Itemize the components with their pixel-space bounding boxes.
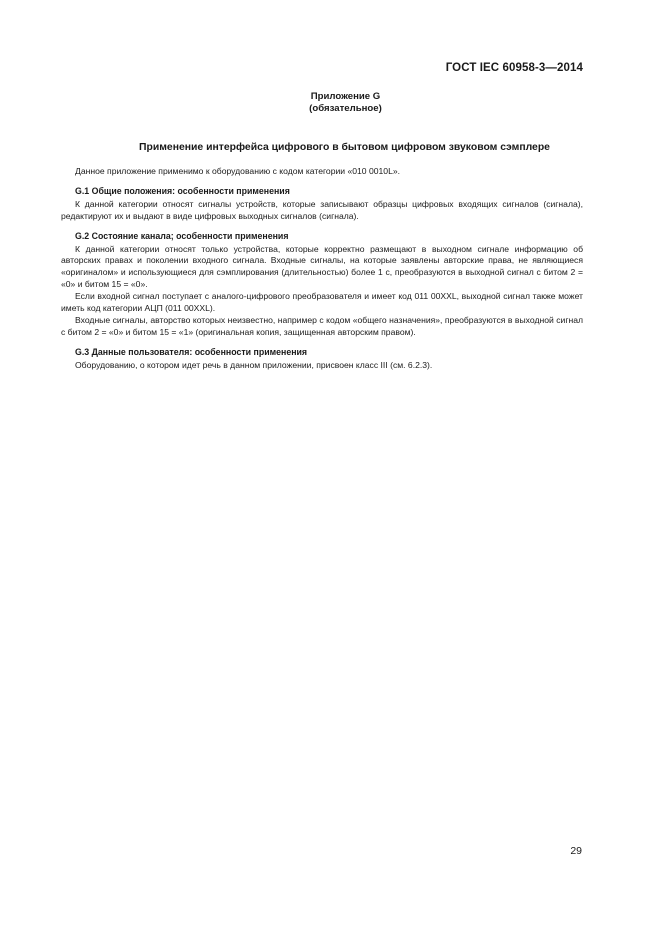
section-heading-g3: G.3 Данные пользователя: особенности применения (75, 346, 308, 357)
paragraph: Оборудованию, о котором идет речь в данном приложении, присвоен класс III (см. 6.2.3). (75, 359, 433, 370)
intro-paragraph: Данное приложение применимо к оборудованию с кодом категории «010 0010L». (75, 166, 401, 176)
appendix-title: Применение интерфейса цифрового в бытовом цифровом звуковом сэмплере (139, 142, 550, 153)
page-number: 29 (570, 845, 582, 857)
appendix-status: (обязательное) (309, 103, 382, 114)
standard-code: ГОСТ IEC 60958-3—2014 (445, 62, 583, 74)
paragraph: К данной категории относят сигналы устройств, которые записывают образцы цифровых входящих сигналов (сигнала), редактируют их и выдают в виде цифровых выходных сигналов (сигнала). (61, 198, 583, 221)
document-body (61, 166, 583, 372)
section-heading-g2: G.2 Состояние канала; особенности применения (75, 230, 289, 241)
appendix-heading (0, 91, 661, 115)
appendix-label: Приложение G (310, 91, 381, 102)
paragraph: К данной категории относят только устройства, которые корректно размещают в выходном сигнале информацию об авторских правах и поколении входного сигнала. Входные сигналы, на которые заявлены авторские права, не являющиеся «оригиналом» и использующиеся для сэмплирования (длительностью) более 1 с, преобразуются в выходной сигнал с битом 2 = «0» и битом 15 = «0». (61, 243, 583, 290)
paragraph: Если входной сигнал поступает с аналого-цифрового преобразователя и имеет код 011 00XXL, выходной сигнал также может иметь код категории АЦП (011 00XXL). (61, 291, 583, 314)
section-heading-g1: G.1 Общие положения: особенности применения (75, 185, 290, 196)
paragraph: Входные сигналы, авторство которых неизвестно, например с кодом «общего назначения», преобразуются в выходной сигнал с битом 2 = «0» и битом 15 = «1» (оригинальная копия, защищенная авторским правом). (61, 314, 583, 337)
